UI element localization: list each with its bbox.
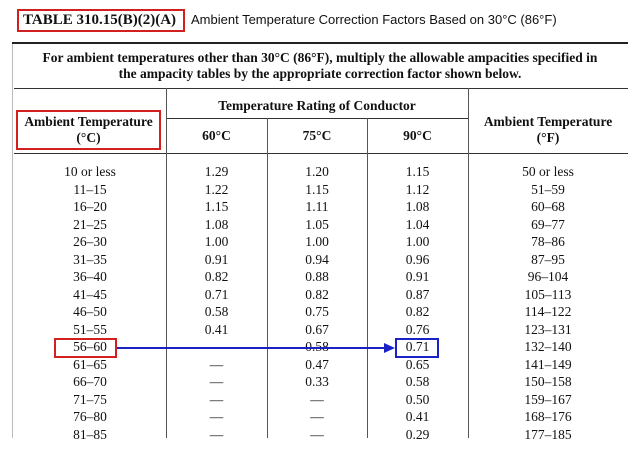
ambient-f-cell: 87–95 <box>531 251 565 267</box>
ambient-c-cell: 10 or less <box>64 164 116 179</box>
col90-header: 90°C <box>403 128 432 143</box>
factor-90c-cell: 1.12 <box>405 181 430 197</box>
factor-60c-cell: — <box>209 391 224 407</box>
factor-60c-cell: — <box>209 374 224 389</box>
ambient-c-cell: 16–20 <box>73 199 107 214</box>
ambient-f-cell: 177–185 <box>524 426 572 442</box>
ambient-c-header-line2: (°C) <box>76 130 101 145</box>
factor-60c-cell: — <box>209 409 224 424</box>
ambient-c-cell: 66–70 <box>73 374 107 389</box>
factor-60c-cell: — <box>209 356 224 372</box>
ambient-c-cell: 46–50 <box>73 304 107 319</box>
ambient-c-cell: 51–55 <box>73 321 107 337</box>
ambient-f-cell: 51–59 <box>531 181 565 197</box>
factor-90c-cell: 0.91 <box>405 269 430 284</box>
factor-75c-cell: 0.88 <box>305 269 329 284</box>
ambient-f-header-line2: (°F) <box>536 130 560 145</box>
factor-90c-cell: 0.41 <box>405 409 430 424</box>
factor-90c-cell: 0.76 <box>405 321 430 337</box>
factor-75c-cell: 0.33 <box>305 374 329 389</box>
factor-60c-cell: 1.08 <box>204 216 229 232</box>
intro-line-2: the ampacity tables by the appropriate correction factor shown below. <box>118 66 522 81</box>
ambient-c-cell: 11–15 <box>73 181 107 197</box>
factor-60c-cell: 0.41 <box>204 321 229 337</box>
factor-60c-cell: 1.29 <box>204 164 229 179</box>
factor-90c-cell: 1.15 <box>405 164 430 179</box>
factor-90c-cell: 0.87 <box>405 286 430 302</box>
factor-75c-cell: 1.20 <box>305 164 329 179</box>
ambient-f-header-line1: Ambient Temperature <box>483 114 613 129</box>
factor-75c-cell: 1.05 <box>305 216 329 232</box>
factor-75c-cell: 0.47 <box>305 356 329 372</box>
ambient-c-cell: 26–30 <box>73 234 107 249</box>
factor-90c-cell: 0.50 <box>405 391 430 407</box>
ambient-f-cell: 132–140 <box>524 339 572 354</box>
ambient-c-cell: 71–75 <box>73 391 107 407</box>
factor-90c-cell: 1.00 <box>405 234 430 249</box>
factor-60c-cell: 0.91 <box>204 251 229 267</box>
ambient-f-cell: 60–68 <box>531 199 565 214</box>
ambient-c-header-line1: Ambient Temperature <box>24 114 153 129</box>
ambient-f-cell: 123–131 <box>524 321 572 337</box>
factor-75c-cell: 0.67 <box>305 321 329 337</box>
factor-90c-cell: 0.58 <box>405 374 430 389</box>
table-id: TABLE 310.15(B)(2)(A) <box>17 9 185 32</box>
ambient-c-cell: 56–60 <box>73 339 107 354</box>
table-title: Ambient Temperature Correction Factors Based on 30°C (86°F) <box>191 12 557 27</box>
col75-header: 75°C <box>302 128 332 143</box>
factor-75c-cell: 0.94 <box>305 251 329 267</box>
factor-90c-cell: 1.08 <box>405 199 430 214</box>
factor-60c-cell: 1.15 <box>204 199 229 214</box>
factor-60c-cell: — <box>209 426 224 442</box>
col60-header: 60°C <box>202 128 231 143</box>
factor-60c-cell: 1.00 <box>204 234 229 249</box>
ambient-c-cell: 61–65 <box>73 356 107 372</box>
factor-90c-cell: 1.04 <box>405 216 430 232</box>
factor-75c-cell: 0.82 <box>305 286 329 302</box>
factor-60c-cell: 1.22 <box>204 181 229 197</box>
ambient-f-cell: 69–77 <box>531 216 565 232</box>
ambient-c-cell: 41–45 <box>73 286 107 302</box>
factor-90c-cell: 0.29 <box>405 426 430 442</box>
factor-75c-cell: 1.00 <box>305 234 329 249</box>
ambient-c-cell: 76–80 <box>73 409 107 424</box>
factor-75c-cell: 0.75 <box>305 304 329 319</box>
factor-90c-cell: 0.96 <box>405 251 430 267</box>
ambient-c-cell: 21–25 <box>73 216 107 232</box>
factor-75c-cell: 1.15 <box>305 181 329 197</box>
factor-75c-cell: — <box>310 391 324 407</box>
ambient-f-cell: 141–149 <box>524 356 572 372</box>
ambient-f-cell: 150–158 <box>524 374 572 389</box>
rating-group-header: Temperature Rating of Conductor <box>218 98 416 113</box>
ambient-c-cell: 31–35 <box>73 251 107 267</box>
factor-60c-cell: 0.82 <box>204 269 229 284</box>
ambient-f-cell: 50 or less <box>522 164 574 179</box>
ambient-f-cell: 159–167 <box>524 391 572 407</box>
ambient-f-cell: 114–122 <box>524 304 572 319</box>
factor-90c-cell: 0.71 <box>405 339 430 354</box>
factor-75c-cell: — <box>310 426 324 442</box>
ambient-c-cell: 81–85 <box>73 426 107 442</box>
factor-75c-cell: 0.58 <box>305 339 329 354</box>
ambient-f-cell: 168–176 <box>524 409 572 424</box>
ambient-f-cell: 105–113 <box>524 286 572 302</box>
intro-line-1: For ambient temperatures other than 30°C (86°F), multiply the allowable ampacities specified in <box>42 50 598 65</box>
factor-90c-cell: 0.82 <box>405 304 430 319</box>
ambient-c-cell: 36–40 <box>73 269 107 284</box>
factor-75c-cell: 1.11 <box>305 199 329 214</box>
factor-75c-cell: — <box>310 409 324 424</box>
ambient-f-cell: 78–86 <box>531 234 565 249</box>
ambient-f-cell: 96–104 <box>527 269 569 284</box>
factor-60c-cell: — <box>209 339 224 354</box>
factor-90c-cell: 0.65 <box>405 356 430 372</box>
factor-60c-cell: 0.71 <box>204 286 229 302</box>
factor-60c-cell: 0.58 <box>204 304 229 319</box>
